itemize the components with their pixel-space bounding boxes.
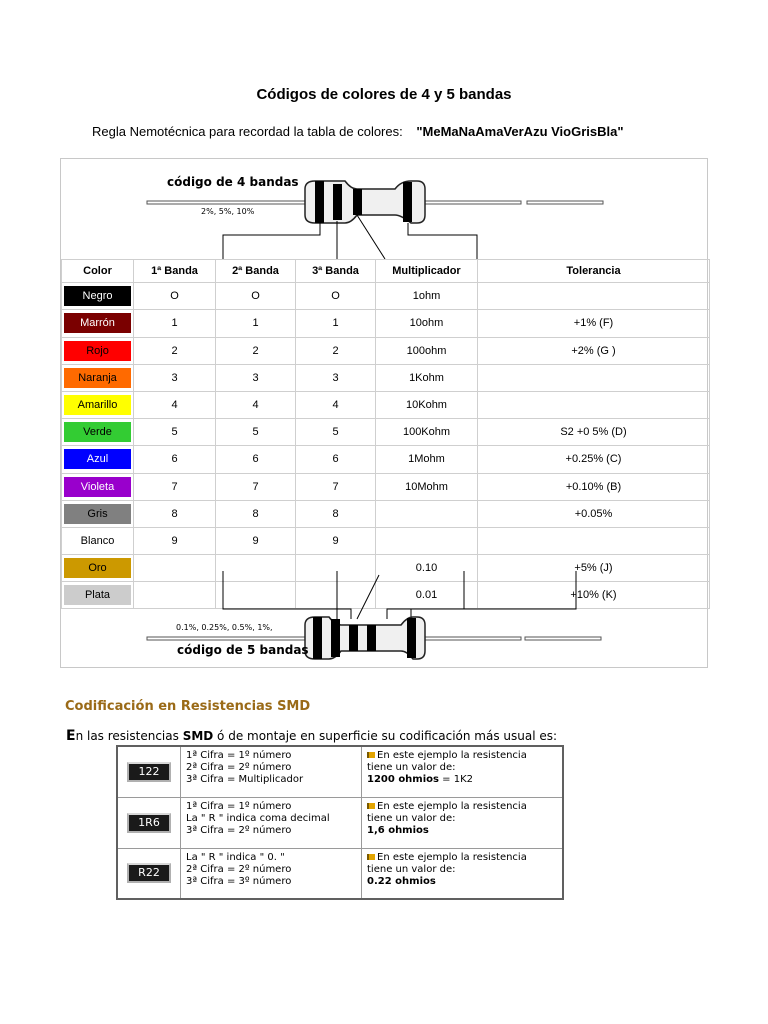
- color-swatch: Oro: [64, 558, 131, 578]
- table-row: [62, 337, 710, 364]
- smd-example-text: En este ejemplo la resistencia: [377, 851, 527, 863]
- cell-tol: +0.05%: [478, 500, 710, 527]
- smd-rule-cell: [181, 746, 362, 797]
- resistor-4-band-diagram: [61, 159, 709, 259]
- smd-rule-line: 3ª Cifra = Multiplicador: [186, 774, 304, 785]
- smd-example-text: tiene un valor de:: [367, 812, 456, 824]
- col-header: 1ª Banda: [134, 260, 216, 283]
- cell-mult: 10Mohm: [376, 473, 478, 500]
- cell-b2: 2: [216, 337, 296, 364]
- cell-mult: 0.10: [376, 555, 478, 582]
- cell-tol: [478, 391, 710, 418]
- smd-intro-text-a: n las resistencias: [75, 729, 183, 743]
- cell-b1: 6: [134, 446, 216, 473]
- smd-row: [117, 797, 563, 848]
- color-swatch: Plata: [64, 585, 131, 605]
- color-swatch: Gris: [64, 504, 131, 524]
- smd-chip: 122: [127, 762, 171, 782]
- table-row: [62, 473, 710, 500]
- smd-example-text: tiene un valor de:: [367, 863, 456, 875]
- smd-value: 1200 ohmios: [367, 774, 439, 785]
- smd-rule-line: La " R " indica " 0. ": [186, 851, 285, 863]
- four-band-label: código de 4 bandas: [167, 175, 299, 189]
- color-swatch: Negro: [64, 286, 131, 306]
- smd-intro-text-b: ó de montaje en superficie su codificación más usual es:: [213, 729, 558, 743]
- smd-rule-line: 2ª Cifra = 2º número: [186, 762, 292, 773]
- cell-b2: 1: [216, 310, 296, 337]
- cell-b2: 3: [216, 364, 296, 391]
- color-name-cell: [62, 446, 134, 473]
- cell-b1: O: [134, 283, 216, 310]
- smd-example-cell: [362, 797, 564, 848]
- cell-b1: 4: [134, 391, 216, 418]
- resistor-4-band-drawing: [61, 159, 709, 259]
- cell-b3: 8: [296, 500, 376, 527]
- smd-example-text: En este ejemplo la resistencia: [377, 750, 527, 761]
- smd-intro-bold: SMD: [182, 729, 214, 743]
- smd-heading: Codificación en Resistencias SMD: [65, 699, 311, 714]
- smd-rule-cell: [181, 797, 362, 848]
- smd-example-text: tiene un valor de:: [367, 762, 456, 773]
- cell-tol: [478, 364, 710, 391]
- cell-b1: 3: [134, 364, 216, 391]
- table-row: [62, 391, 710, 418]
- smd-rule-line: 3ª Cifra = 2º número: [186, 824, 292, 836]
- color-name-cell: [62, 310, 134, 337]
- cell-mult: 100ohm: [376, 337, 478, 364]
- table-row: [62, 500, 710, 527]
- color-name-cell: [62, 391, 134, 418]
- color-swatch: Amarillo: [64, 395, 131, 415]
- smd-example-cell: [362, 848, 564, 899]
- cell-tol: +2% (G ): [478, 337, 710, 364]
- four-band-tolerances: 2%, 5%, 10%: [201, 207, 255, 216]
- table-row: [62, 419, 710, 446]
- color-swatch: Marrón: [64, 313, 131, 333]
- color-swatch: Verde: [64, 422, 131, 442]
- smd-example-cell: [362, 746, 564, 797]
- cell-b2: O: [216, 283, 296, 310]
- cell-b3: 5: [296, 419, 376, 446]
- smd-row: [117, 848, 563, 899]
- bullet-icon: [367, 854, 375, 860]
- five-band-tolerances: 0.1%, 0.25%, 0.5%, 1%,: [176, 623, 273, 632]
- col-header: 2ª Banda: [216, 260, 296, 283]
- color-name-cell: [62, 500, 134, 527]
- color-name-cell: [62, 364, 134, 391]
- cell-b3: 2: [296, 337, 376, 364]
- smd-row: [117, 746, 563, 797]
- cell-b3: 1: [296, 310, 376, 337]
- cell-tol: +5% (J): [478, 555, 710, 582]
- cell-b3: 4: [296, 391, 376, 418]
- cell-b2: 8: [216, 500, 296, 527]
- smd-example-text: En este ejemplo la resistencia: [377, 800, 527, 812]
- color-swatch: Azul: [64, 449, 131, 469]
- smd-value-rest: = 1K2: [438, 774, 474, 785]
- cell-b2: 6: [216, 446, 296, 473]
- smd-chip-cell: [117, 848, 181, 899]
- cell-b2: 9: [216, 527, 296, 554]
- smd-intro: [66, 728, 557, 744]
- color-swatch: Rojo: [64, 341, 131, 361]
- color-name-cell: [62, 337, 134, 364]
- cell-b2: 4: [216, 391, 296, 418]
- cell-b1: 1: [134, 310, 216, 337]
- cell-b3: 3: [296, 364, 376, 391]
- color-code-table: [61, 259, 710, 609]
- mnemonic-rule: [92, 124, 624, 139]
- cell-mult: 100Kohm: [376, 419, 478, 446]
- cell-mult: 10Kohm: [376, 391, 478, 418]
- cell-tol: +0.10% (B): [478, 473, 710, 500]
- smd-value: 1,6 ohmios: [367, 824, 429, 836]
- col-header: Multiplicador: [376, 260, 478, 283]
- smd-rule-line: 3ª Cifra = 3º número: [186, 875, 292, 887]
- cell-mult: [376, 527, 478, 554]
- resistor-5-band-diagram: [61, 571, 709, 669]
- color-name-cell: [62, 473, 134, 500]
- cell-tol: [478, 283, 710, 310]
- cell-b3: 7: [296, 473, 376, 500]
- cell-tol: +10% (K): [478, 582, 710, 609]
- smd-rule-line: 2ª Cifra = 2º número: [186, 863, 292, 875]
- smd-table: [116, 745, 564, 900]
- color-name-cell: [62, 283, 134, 310]
- table-row: [62, 527, 710, 554]
- cell-b3: O: [296, 283, 376, 310]
- cell-b3: 9: [296, 527, 376, 554]
- table-row: [62, 446, 710, 473]
- color-swatch: Naranja: [64, 368, 131, 388]
- col-header: Tolerancia: [478, 260, 710, 283]
- cell-mult: 1Mohm: [376, 446, 478, 473]
- cell-b1: 5: [134, 419, 216, 446]
- cell-mult: 0.01: [376, 582, 478, 609]
- bullet-icon: [367, 752, 375, 758]
- bullet-icon: [367, 803, 375, 809]
- cell-mult: 1ohm: [376, 283, 478, 310]
- col-header: Color: [62, 260, 134, 283]
- smd-chip: R22: [127, 863, 171, 883]
- smd-rule-line: 1ª Cifra = 1º número: [186, 800, 292, 812]
- col-header: 3ª Banda: [296, 260, 376, 283]
- table-row: [62, 283, 710, 310]
- cell-mult: 10ohm: [376, 310, 478, 337]
- cell-b3: 6: [296, 446, 376, 473]
- cell-b1: 8: [134, 500, 216, 527]
- cell-b1: 9: [134, 527, 216, 554]
- page-title: Códigos de colores de 4 y 5 bandas: [256, 86, 512, 103]
- color-name-cell: [62, 527, 134, 554]
- smd-intro-initial: E: [66, 728, 76, 744]
- smd-chip-cell: [117, 746, 181, 797]
- cell-b2: 5: [216, 419, 296, 446]
- mnemonic-rule-text: Regla Nemotécnica para recordad la tabla de colores:: [92, 124, 403, 139]
- cell-b2: 7: [216, 473, 296, 500]
- five-band-label: código de 5 bandas: [177, 643, 309, 657]
- smd-rule-line: La " R " indica coma decimal: [186, 812, 330, 824]
- smd-chip: 1R6: [127, 813, 171, 833]
- smd-rule-line: 1ª Cifra = 1º número: [186, 750, 292, 761]
- cell-mult: [376, 500, 478, 527]
- cell-b1: 7: [134, 473, 216, 500]
- table-row: [62, 310, 710, 337]
- cell-b1: 2: [134, 337, 216, 364]
- color-swatch: Blanco: [64, 531, 131, 551]
- cell-tol: S2 +0 5% (D): [478, 419, 710, 446]
- smd-chip-cell: [117, 797, 181, 848]
- smd-value: 0.22 ohmios: [367, 875, 436, 887]
- table-row: [62, 364, 710, 391]
- color-code-panel: [60, 158, 708, 668]
- color-name-cell: [62, 419, 134, 446]
- table-header-row: [62, 260, 710, 283]
- cell-mult: 1Kohm: [376, 364, 478, 391]
- resistor-5-band-drawing: [61, 571, 709, 669]
- smd-rule-cell: [181, 848, 362, 899]
- cell-tol: +1% (F): [478, 310, 710, 337]
- cell-tol: [478, 527, 710, 554]
- mnemonic: "MeMaNaAmaVerAzu VioGrisBla": [416, 124, 624, 139]
- cell-tol: +0.25% (C): [478, 446, 710, 473]
- color-swatch: Violeta: [64, 477, 131, 497]
